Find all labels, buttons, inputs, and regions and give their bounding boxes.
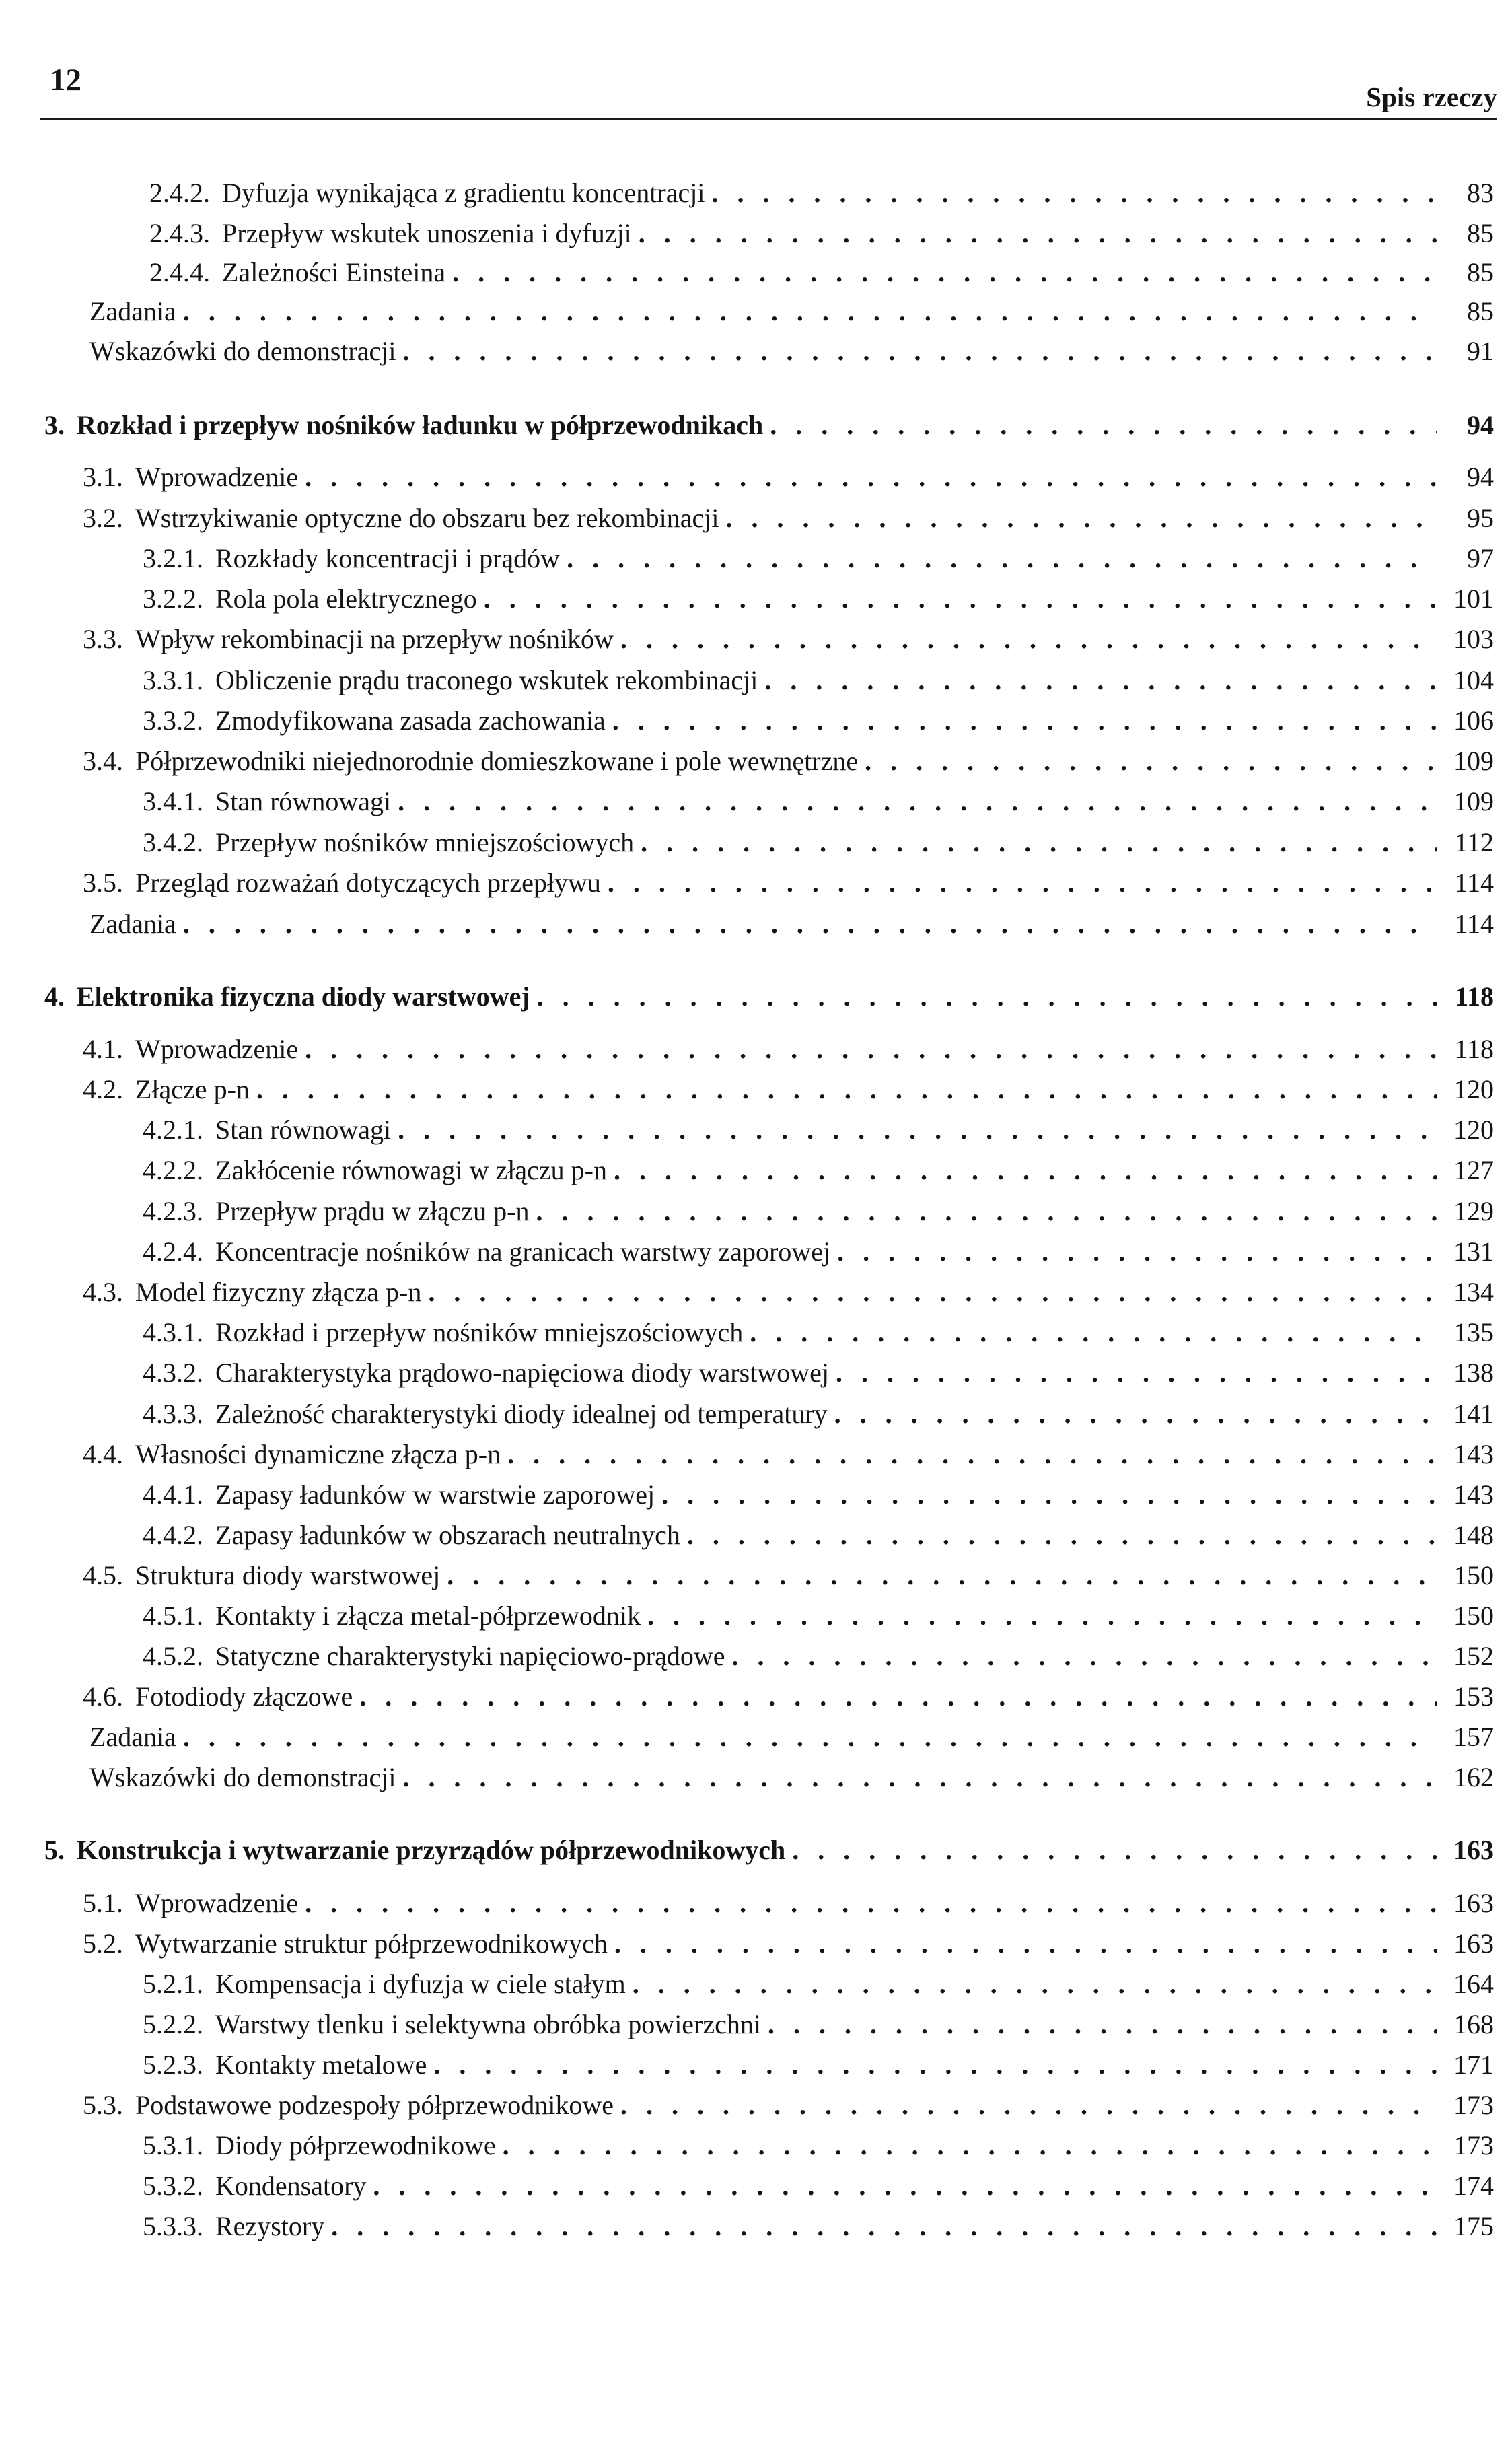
toc-entry-page: 95 xyxy=(1467,503,1494,533)
toc-entry-number: 2.4.2. xyxy=(149,178,210,208)
toc-entry-number: 5.3. xyxy=(83,2090,123,2120)
dot-leader xyxy=(359,1680,1437,1714)
toc-entry-page: 168 xyxy=(1453,2009,1494,2039)
toc-entry-title: Kontakty i złącza metal-półprzewodnik xyxy=(215,1601,641,1631)
toc-entry-number: 3.4.1. xyxy=(143,786,203,816)
dot-leader xyxy=(725,501,1437,535)
dot-leader xyxy=(398,1113,1437,1147)
toc-entry-title: Stan równowagi xyxy=(215,1115,392,1145)
toc-entry xyxy=(143,1356,1494,1390)
toc-entry-title: Zmodyfikowana zasada zachowania xyxy=(215,705,606,736)
toc-entry-title: Zależność charakterystyki diody idealnej od temperatury xyxy=(215,1399,828,1429)
toc-entry-page: 129 xyxy=(1453,1196,1494,1226)
toc-entry-number: 4.6. xyxy=(83,1681,123,1712)
toc-entry-number: 4.3.1. xyxy=(143,1317,203,1347)
dot-leader xyxy=(183,295,1437,328)
dot-leader xyxy=(256,1073,1437,1107)
toc-entry-page: 94 xyxy=(1467,462,1494,492)
dot-leader xyxy=(503,2129,1437,2163)
toc-entry-page: 104 xyxy=(1453,665,1494,695)
toc-entry xyxy=(89,907,1494,941)
toc-entry xyxy=(89,1720,1494,1754)
toc-entry-number: 5.2.2. xyxy=(143,2009,203,2039)
toc-entry-title: Wstrzykiwanie optyczne do obszaru bez rekombinacji xyxy=(135,503,719,533)
toc-entry-page: 127 xyxy=(1453,1155,1494,1185)
dot-leader xyxy=(183,1720,1437,1754)
toc-entry-page: 131 xyxy=(1453,1236,1494,1267)
toc-entry-number: 3.2.1. xyxy=(143,543,203,573)
toc-entry-number: 3.2. xyxy=(83,503,123,533)
dot-leader xyxy=(331,2210,1437,2243)
dot-leader xyxy=(305,1887,1437,1920)
toc-chapter xyxy=(44,1833,1494,1867)
toc-entry xyxy=(89,295,1494,328)
dot-leader xyxy=(305,460,1437,494)
dot-leader xyxy=(770,409,1437,442)
toc-entry xyxy=(143,542,1494,575)
dot-leader xyxy=(639,217,1437,250)
toc-entry-number: 5.3.2. xyxy=(143,2171,203,2201)
toc-entry-page: 150 xyxy=(1453,1560,1494,1590)
toc-entry xyxy=(83,1559,1494,1592)
toc-entry xyxy=(83,1887,1494,1920)
toc-entry-title: Zadania xyxy=(89,1722,176,1752)
toc-entry-page: 153 xyxy=(1453,1681,1494,1712)
toc-entry-page: 175 xyxy=(1453,2211,1494,2241)
toc-entry-number: 3.4. xyxy=(83,746,123,776)
toc-entry-page: 114 xyxy=(1454,868,1494,898)
toc-entry-number: 4.3.2. xyxy=(143,1358,203,1388)
dot-leader xyxy=(608,866,1437,900)
toc-entry-title: Rola pola elektrycznego xyxy=(215,584,477,614)
toc-entry-page: 85 xyxy=(1467,218,1494,248)
toc-entry-page: 164 xyxy=(1453,1969,1494,1999)
toc-entry-title: Diody półprzewodnikowe xyxy=(215,2130,496,2161)
toc-entry-number: 3.3. xyxy=(83,624,123,654)
toc-entry xyxy=(143,785,1494,818)
dot-leader xyxy=(865,744,1437,778)
page-header xyxy=(40,62,1497,120)
toc-entry-page: 148 xyxy=(1453,1520,1494,1550)
page-number: 12 xyxy=(50,63,81,98)
toc-entry-title: Przepływ prądu w złączu p-n xyxy=(215,1196,530,1226)
toc-entry xyxy=(143,2169,1494,2203)
toc-entry-page: 143 xyxy=(1453,1479,1494,1510)
toc-entry xyxy=(143,664,1494,697)
dot-leader xyxy=(537,980,1437,1014)
toc-entry-page: 91 xyxy=(1467,336,1494,366)
dot-leader xyxy=(641,826,1437,859)
toc-entry-page: 112 xyxy=(1454,827,1494,857)
toc-entry-title: Wskazówki do demonstracji xyxy=(89,336,396,366)
toc-entry-number: 5.2.1. xyxy=(143,1969,203,1999)
toc-entry xyxy=(83,866,1494,900)
toc-entry-title: Rozkład i przepływ nośników ładunku w półprzewodnikach xyxy=(77,410,764,440)
toc-entry-number: 4.2.1. xyxy=(143,1115,203,1145)
toc-entry xyxy=(143,2008,1494,2041)
toc-entry-page: 118 xyxy=(1454,1034,1494,1064)
toc-entry-page: 134 xyxy=(1453,1277,1494,1307)
toc-entry-number: 4.3. xyxy=(83,1277,123,1307)
dot-leader xyxy=(731,1640,1437,1673)
toc-entry-title: Zapasy ładunków w warstwie zaporowej xyxy=(215,1479,655,1510)
toc-entry xyxy=(143,1478,1494,1512)
toc-entry xyxy=(89,1761,1494,1794)
toc-entry xyxy=(143,1518,1494,1552)
toc-entry-page: 150 xyxy=(1453,1601,1494,1631)
toc-entry-number: 3.2.2. xyxy=(143,584,203,614)
toc-entry xyxy=(83,1275,1494,1309)
toc-entry-title: Złącze p-n xyxy=(135,1074,250,1104)
dot-leader xyxy=(433,2048,1437,2082)
toc-entry-page: 120 xyxy=(1453,1115,1494,1145)
toc-entry-number: 4.5.2. xyxy=(143,1641,203,1671)
toc-entry-number: 4.2.3. xyxy=(143,1196,203,1226)
toc-entry xyxy=(83,1927,1494,1961)
dot-leader xyxy=(687,1518,1437,1552)
toc-entry-number: 3.4.2. xyxy=(143,827,203,857)
toc-entry xyxy=(143,1195,1494,1228)
toc-entry-page: 174 xyxy=(1453,2171,1494,2201)
dot-leader xyxy=(764,664,1437,697)
dot-leader xyxy=(402,335,1437,368)
toc-entry xyxy=(143,1967,1494,2001)
dot-leader xyxy=(428,1275,1437,1309)
dot-leader xyxy=(792,1833,1437,1867)
toc-entry-title: Zapasy ładunków w obszarach neutralnych xyxy=(215,1520,680,1550)
toc-entry-number: 4.1. xyxy=(83,1034,123,1064)
toc-entry-page: 143 xyxy=(1453,1439,1494,1469)
dot-leader xyxy=(536,1195,1437,1228)
toc-chapter xyxy=(44,980,1494,1014)
toc-entry-title: Rezystory xyxy=(215,2211,325,2241)
toc-entry-title: Elektronika fizyczna diody warstwowej xyxy=(77,981,530,1012)
toc-entry-number: 5.3.1. xyxy=(143,2130,203,2161)
toc-entry-number: 2.4.4. xyxy=(149,257,210,287)
toc-entry xyxy=(143,1154,1494,1187)
dot-leader xyxy=(614,1927,1437,1961)
toc-entry-page: 118 xyxy=(1455,981,1494,1012)
toc-entry-number: 3.3.2. xyxy=(143,705,203,736)
toc-entry-number: 3.3.1. xyxy=(143,665,203,695)
dot-leader xyxy=(647,1599,1437,1633)
running-title: Spis rzeczy xyxy=(1366,81,1497,112)
toc-entry xyxy=(89,335,1494,368)
toc-entry-page: 109 xyxy=(1453,746,1494,776)
dot-leader xyxy=(612,704,1437,738)
dot-leader xyxy=(836,1356,1437,1390)
toc-entry-title: Stan równowagi xyxy=(215,786,392,816)
toc-entry-page: 173 xyxy=(1453,2130,1494,2161)
toc-entry xyxy=(149,176,1494,210)
dot-leader xyxy=(567,542,1437,575)
toc-entry-title: Fotodiody złączowe xyxy=(135,1681,353,1712)
dot-leader xyxy=(768,2008,1437,2041)
toc-entry-title: Wprowadzenie xyxy=(135,1888,299,1918)
toc-entry xyxy=(143,1640,1494,1673)
dot-leader xyxy=(614,1154,1437,1187)
toc-entry-number: 4.4. xyxy=(83,1439,123,1469)
toc-entry-number: 3. xyxy=(44,410,65,440)
toc-entry xyxy=(83,1073,1494,1107)
toc-entry-title: Zadania xyxy=(89,296,176,326)
toc-entry xyxy=(83,623,1494,656)
toc-entry-page: 141 xyxy=(1453,1399,1494,1429)
dot-leader xyxy=(620,2089,1437,2122)
toc-entry-title: Charakterystyka prądowo-napięciowa diody warstwowej xyxy=(215,1358,829,1388)
toc-entry-title: Kondensatory xyxy=(215,2171,367,2201)
toc-entry xyxy=(143,826,1494,859)
toc-entry-title: Wprowadzenie xyxy=(135,1034,299,1064)
dot-leader xyxy=(447,1559,1437,1592)
toc-entry xyxy=(143,582,1494,616)
toc-entry-page: 173 xyxy=(1453,2090,1494,2120)
toc-entry-title: Warstwy tlenku i selektywna obróbka powierzchni xyxy=(215,2009,761,2039)
dot-leader xyxy=(402,1761,1437,1794)
toc-entry-title: Obliczenie prądu traconego wskutek rekombinacji xyxy=(215,665,758,695)
toc-entry-number: 4.5. xyxy=(83,1560,123,1590)
dot-leader xyxy=(484,582,1437,616)
toc-entry xyxy=(83,460,1494,494)
toc-entry xyxy=(143,1113,1494,1147)
toc-entry-number: 4. xyxy=(44,981,65,1012)
toc-entry-title: Rozkłady koncentracji i prądów xyxy=(215,543,561,573)
toc-entry-number: 4.2. xyxy=(83,1074,123,1104)
toc-entry-title: Dyfuzja wynikająca z gradientu koncentracji xyxy=(222,178,705,208)
toc-entry-title: Model fizyczny złącza p-n xyxy=(135,1277,422,1307)
toc-entry-title: Kompensacja i dyfuzja w ciele stałym xyxy=(215,1969,626,1999)
toc-entry-title: Zadania xyxy=(89,909,176,939)
toc-entry-page: 109 xyxy=(1453,786,1494,816)
toc-entry-title: Przepływ nośników mniejszościowych xyxy=(215,827,635,857)
toc-entry xyxy=(143,1599,1494,1633)
toc-entry-page: 85 xyxy=(1467,296,1494,326)
toc-entry-title: Kontakty metalowe xyxy=(215,2049,427,2080)
dot-leader xyxy=(620,623,1437,656)
toc-entry-page: 85 xyxy=(1467,257,1494,287)
toc-entry-title: Wpływ rekombinacji na przepływ nośników xyxy=(135,624,614,654)
toc-entry-number: 5.3.3. xyxy=(143,2211,203,2241)
toc-entry-page: 103 xyxy=(1453,624,1494,654)
toc-entry xyxy=(143,2048,1494,2082)
toc-entry-page: 171 xyxy=(1453,2049,1494,2080)
toc-entry-page: 157 xyxy=(1453,1722,1494,1752)
toc-entry-page: 97 xyxy=(1467,543,1494,573)
toc-entry-page: 114 xyxy=(1454,909,1494,939)
dot-leader xyxy=(750,1316,1437,1349)
toc-entry-page: 163 xyxy=(1453,1835,1494,1865)
toc-entry xyxy=(143,1235,1494,1269)
toc-entry-page: 94 xyxy=(1467,410,1494,440)
toc-entry-title: Wytwarzanie struktur półprzewodnikowych xyxy=(135,1928,608,1959)
toc-entry-page: 163 xyxy=(1453,1928,1494,1959)
toc-entry xyxy=(83,1680,1494,1714)
toc-entry xyxy=(83,1032,1494,1066)
dot-leader xyxy=(661,1478,1437,1512)
dot-leader xyxy=(373,2169,1437,2203)
toc-entry-title: Konstrukcja i wytwarzanie przyrządów półprzewodnikowych xyxy=(77,1835,786,1865)
toc-entry-number: 4.2.4. xyxy=(143,1236,203,1267)
toc-entry-number: 4.4.1. xyxy=(143,1479,203,1510)
toc-entry-title: Własności dynamiczne złącza p-n xyxy=(135,1439,501,1469)
toc-entry-number: 4.5.1. xyxy=(143,1601,203,1631)
toc-entry-page: 135 xyxy=(1453,1317,1494,1347)
toc-entry-number: 4.2.2. xyxy=(143,1155,203,1185)
toc-entry-title: Struktura diody warstwowej xyxy=(135,1560,441,1590)
toc-entry-page: 162 xyxy=(1453,1762,1494,1792)
dot-leader xyxy=(711,176,1437,210)
toc-entry-number: 3.1. xyxy=(83,462,123,492)
toc-entry-title: Rozkład i przepływ nośników mniejszościowych xyxy=(215,1317,744,1347)
toc-entry-page: 163 xyxy=(1453,1888,1494,1918)
toc-entry xyxy=(83,2089,1494,2122)
toc-entry-title: Podstawowe podzespoły półprzewodnikowe xyxy=(135,2090,614,2120)
toc-entry xyxy=(143,704,1494,738)
toc-entry-number: 5.2.3. xyxy=(143,2049,203,2080)
toc-entry xyxy=(83,501,1494,535)
toc-chapter xyxy=(44,409,1494,442)
toc-entry xyxy=(149,217,1494,250)
toc-entry-number: 4.4.2. xyxy=(143,1520,203,1550)
toc-entry xyxy=(149,256,1494,289)
toc-entry xyxy=(143,2210,1494,2243)
toc-entry-title: Przegląd rozważań dotyczących przepływu xyxy=(135,868,601,898)
toc-entry-page: 101 xyxy=(1453,584,1494,614)
toc-entry-page: 152 xyxy=(1453,1641,1494,1671)
dot-leader xyxy=(398,785,1437,818)
toc-entry xyxy=(83,1438,1494,1471)
toc-entry xyxy=(143,1397,1494,1431)
toc-entry-number: 5.1. xyxy=(83,1888,123,1918)
toc-entry-title: Statyczne charakterystyki napięciowo-prądowe xyxy=(215,1641,725,1671)
toc-entry-number: 2.4.3. xyxy=(149,218,210,248)
toc-entry-title: Przepływ wskutek unoszenia i dyfuzji xyxy=(222,218,632,248)
toc-entry-number: 5. xyxy=(44,1835,65,1865)
toc-entry-page: 138 xyxy=(1453,1358,1494,1388)
toc-entry-title: Zakłócenie równowagi w złączu p-n xyxy=(215,1155,607,1185)
toc-entry-number: 5.2. xyxy=(83,1928,123,1959)
toc-entry-page: 83 xyxy=(1467,178,1494,208)
dot-leader xyxy=(834,1397,1437,1431)
dot-leader xyxy=(183,907,1437,941)
dot-leader xyxy=(305,1032,1437,1066)
dot-leader xyxy=(452,256,1437,289)
toc-entry-title: Koncentracje nośników na granicach warstwy zaporowej xyxy=(215,1236,831,1267)
toc-entry xyxy=(143,1316,1494,1349)
toc-entry-title: Półprzewodniki niejednorodnie domieszkowane i pole wewnętrzne xyxy=(135,746,859,776)
toc-entry-title: Wprowadzenie xyxy=(135,462,299,492)
toc-entry-title: Wskazówki do demonstracji xyxy=(89,1762,396,1792)
toc-entry xyxy=(83,744,1494,778)
toc-entry-number: 4.3.3. xyxy=(143,1399,203,1429)
dot-leader xyxy=(633,1967,1437,2001)
toc-entry xyxy=(143,2129,1494,2163)
dot-leader xyxy=(507,1438,1437,1471)
toc-entry-page: 120 xyxy=(1453,1074,1494,1104)
toc-entry-page: 106 xyxy=(1453,705,1494,736)
dot-leader xyxy=(837,1235,1437,1269)
toc-entry-title: Zależności Einsteina xyxy=(222,257,446,287)
toc-entry-number: 3.5. xyxy=(83,868,123,898)
